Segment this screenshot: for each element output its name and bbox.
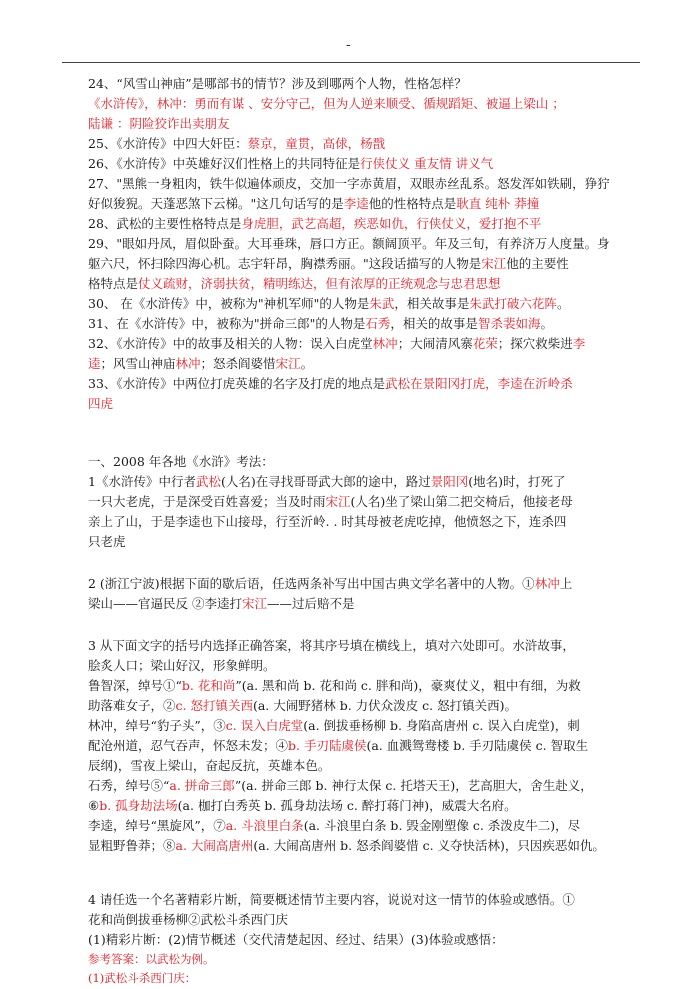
text-line-u9 (88, 796, 648, 816)
answer-text: a. 大闹高唐州 (175, 838, 254, 853)
text-run: 。 (300, 356, 314, 371)
text-line-s4 (88, 512, 648, 532)
text-run: (a. 枷打白秀英 b. 孤身劫法场 c. 醉打蒋门神)，威震大名府。 (177, 798, 517, 813)
text-line-u10 (88, 816, 648, 836)
text-line-q30 (88, 294, 648, 314)
text-line-q24a (88, 94, 648, 114)
text-run: (a. 倒拔垂杨柳 b. 身陷高唐州 c. 误入白虎堂)，刺 (303, 718, 580, 733)
text-run: 27、"黑熊一身粗肉，铁牛似遍体顽皮，交加一字赤黄眉，双眼赤丝乱系。怒发浑如铁刷，狰狞 (88, 176, 610, 191)
answer-text: a. 斗浪里白条 (225, 818, 304, 833)
text-line-s1 (88, 452, 648, 472)
reference-answer (88, 950, 648, 988)
text-line-q25 (88, 134, 648, 154)
text-line-w2 (88, 969, 648, 988)
text-run: (人名)在寻找哥哥武大郎的途中，路过 (220, 474, 431, 489)
text-line-t1 (88, 574, 648, 594)
answer-text: 智杀裴如海 (477, 316, 541, 331)
text-run: ，相关的故事是 (390, 316, 478, 331)
text-run: (人名)坐了梁山第二把交椅后，他接老母 (350, 494, 573, 509)
text-run: 31、在《水浒传》中，被称为"拼命三郎"的人物是 (88, 316, 366, 331)
text-line-q29c (88, 274, 648, 294)
question-4-essay (88, 890, 648, 950)
text-run: ”(a. 拼命三郎 b. 神行太保 c. 托塔天王)，艺高胆大，舍生赴义， (234, 778, 593, 793)
text-line-q33b (88, 394, 648, 414)
text-line-q33 (88, 374, 648, 394)
answer-text: 耿直 纯朴 莽撞 (456, 196, 540, 211)
question-2-xiehouyu (88, 574, 648, 614)
text-line-v1 (88, 890, 648, 910)
answer-text: 林冲 (372, 336, 398, 351)
text-run: (1)精彩片断：(2)情节概述（交代清楚起因、经过、结果）(3)体验或感悟： (88, 932, 504, 947)
text-line-u1 (88, 636, 648, 656)
text-run: 辰纲)，雪夜上梁山，奋起反抗，英雄本色。 (88, 758, 331, 773)
answer-text: 李 (572, 336, 586, 351)
answer-text: 行侠仗义 重友情 讲义气 (360, 156, 494, 171)
answer-text: 李逵 (343, 196, 369, 211)
answer-text: 朱武 (369, 296, 395, 311)
question-3-choices (88, 636, 648, 856)
answer-text: 陆谦 ：阴险狡诈出卖朋友 (88, 116, 230, 131)
answer-text: 朱武打破六花阵 (469, 296, 557, 311)
text-run: 格特点是 (88, 276, 139, 291)
text-run: 助落难女子，② (88, 698, 176, 713)
text-line-u6 (88, 736, 648, 756)
text-line-q28 (88, 214, 648, 234)
text-line-q27b (88, 194, 648, 214)
text-line-u5 (88, 716, 648, 736)
text-line-s2 (88, 472, 648, 492)
text-line-u3 (88, 676, 648, 696)
answer-text: b. 手刃陆虞侯 (288, 738, 367, 753)
text-run: 石秀，绰号⑤“ (88, 778, 170, 793)
text-run: 脍炙人口；梁山好汉，形象鲜明。 (88, 658, 276, 673)
text-run: 李逵，绰号“黑旋风”，⑦ (88, 818, 226, 833)
text-run: 。 (540, 316, 553, 331)
text-line-u4 (88, 696, 648, 716)
text-run: 29、"眼如丹凤，眉似卧蚕。大耳垂珠，唇口方正。额阔顶平。年及三旬，有养济万人度量。身 (88, 236, 610, 251)
answer-text: 林冲 (534, 576, 560, 591)
text-run: 4 请任选一个名著精彩片断，简要概述情节主要内容，说说对这一情节的体验或感悟。① (88, 892, 575, 907)
text-run: ”(a. 黑和尚 b. 花和尚 c. 胖和尚)，豪爽仗义，粗中有细，为救 (235, 678, 581, 693)
text-line-w1 (88, 950, 648, 969)
text-run: ；怒杀阎婆惜 (200, 356, 276, 371)
text-run: 2 (浙江宁波)根据下面的歇后语，任选两条补写出中国古典文学名著中的人物。① (88, 576, 535, 591)
text-run: ，相关故事是 (394, 296, 470, 311)
text-run: 32、《水浒传》中的故事及相关的人物：误入白虎堂 (88, 336, 373, 351)
answer-text: 《水浒传》，林冲：勇而有谋 、安分守己，但为人逆来顺受、循规蹈矩、被逼上梁山 ； (88, 96, 565, 111)
text-run: 林冲，绰号“豹子头”，③ (88, 718, 226, 733)
text-run: (地名)时，打死了 (468, 474, 566, 489)
answer-text: 花荣 (472, 336, 498, 351)
answer-text: (1)武松斗杀西门庆： (88, 971, 197, 985)
document-body (88, 74, 648, 988)
answer-text: 宋江 (241, 596, 267, 611)
text-run: (a. 大闹高唐州 b. 怒杀阎婆惜 c. 义夺快活林)，只因疾恶如仇。 (253, 838, 605, 853)
text-run: ；探穴救柴进 (497, 336, 573, 351)
text-run: 躯六尺，怀扫除四海心机。志宇轩昂，胸襟秀丽。"这段话描写的人物是 (88, 256, 482, 271)
text-run: 28、武松的主要性格特点是 (88, 216, 242, 231)
text-line-v2 (88, 910, 648, 930)
answer-text: 身虎胆，武艺高超，疾恶如仇，行侠仗义，爱打抱不平 (241, 216, 542, 231)
text-line-q26 (88, 154, 648, 174)
text-run: 花和尚倒拔垂杨柳②武松斗杀西门庆 (88, 912, 289, 927)
question-list-24-33 (88, 74, 648, 414)
text-run: 一只大老虎，于是深受百姓喜爱；当及时雨 (88, 494, 326, 509)
text-run: 。 (556, 296, 570, 311)
text-run: ；风雪山神庙 (100, 356, 176, 371)
text-line-t2 (88, 594, 648, 614)
text-line-u11 (88, 836, 648, 856)
text-line-s3 (88, 492, 648, 512)
text-run: 他的性格特点是 (368, 196, 457, 211)
answer-text: 景阳冈 (430, 474, 469, 489)
text-run: 1《水浒传》中行者 (88, 474, 196, 489)
answer-text: 逵 (88, 356, 101, 371)
header-mark: - (346, 36, 351, 52)
text-run: 上 (559, 576, 573, 591)
text-run: 好似狻猊。天蓬恶煞下云梯。"这几句话写的是 (88, 196, 344, 211)
answer-text: 林冲 (175, 356, 201, 371)
text-line-q29b (88, 254, 648, 274)
text-line-q24b (88, 114, 648, 134)
text-line-u7 (88, 756, 648, 776)
text-run: ——过后赔不是 (267, 596, 355, 611)
answer-text: 四虎 (88, 396, 114, 411)
text-run: 26、《水浒传》中英雄好汉们性格上的共同特征是 (88, 156, 361, 171)
text-run: 显粗野鲁莽；⑧ (88, 838, 176, 853)
text-line-u2 (88, 656, 648, 676)
answer-text: c. 怒打镇关西 (175, 698, 253, 713)
answer-text: 宋江 (325, 494, 351, 509)
answer-text: 武松在景阳冈打虎，李逵在沂岭杀 (385, 376, 573, 391)
text-run: 3 从下面文字的括号内选择正确答案，将其序号填在横线上，填对六处即可。水浒故事， (88, 638, 575, 653)
answer-text: 石秀 (365, 316, 391, 331)
text-run: 33、《水浒传》中两位打虎英雄的名字及打虎的地点是 (88, 376, 386, 391)
text-line-q29 (88, 234, 648, 254)
text-run: (a. 大闹野猪林 b. 力伏众泼皮 c. 怒打镇关西)。 (252, 698, 517, 713)
text-line-s5 (88, 532, 648, 552)
answer-text: 宋江 (481, 256, 507, 271)
text-run: (a. 斗浪里白条 b. 毁金刚塑像 c. 杀泼皮牛二)，尽 (303, 818, 581, 833)
answer-text: a. 拼命三郎 (169, 778, 235, 793)
answer-text: b. 孤身劫法场 (99, 798, 178, 813)
answer-text: 宋江 (275, 356, 301, 371)
text-run: (a. 血溅鸳鸯楼 b. 手刃陆虞侯 c. 智取生 (366, 738, 589, 753)
text-line-q32 (88, 334, 648, 354)
text-line-v3 (88, 930, 648, 950)
text-run: 亲上了山，于是李逵也下山接母，行至沂岭. . 时其母被老虎吃掉，他愤怒之下，连杀四 (88, 514, 567, 529)
answer-text: c. 误入白虎堂 (225, 718, 304, 733)
section-2008-exam (88, 452, 648, 552)
text-line-u8 (88, 776, 648, 796)
text-run: 24、“风雪山神庙”是哪部书的情节？涉及到哪两个人物，性格怎样？ (88, 76, 467, 91)
text-run: ⑥ (88, 798, 100, 813)
answer-text: 仗义疏财，济弱扶贫，精明练达，但有浓厚的正统观念与忠君思想 (138, 276, 501, 291)
text-run: 配沧州道，忍气吞声，怀怒未发；④ (88, 738, 289, 753)
text-run: 30、 在《水浒传》中，被称为"神机军师"的人物是 (88, 296, 370, 311)
text-run: 梁山——官逼民反 ②李逵打 (88, 596, 242, 611)
text-line-q27 (88, 174, 648, 194)
text-run: 他的主要性 (506, 256, 569, 271)
text-run: 只老虎 (88, 534, 126, 549)
text-line-q32b (88, 354, 648, 374)
text-run: 一、2008 年各地《水浒》考法： (88, 454, 274, 469)
answer-text: b. 花和尚 (181, 678, 236, 693)
text-line-q24 (88, 74, 648, 94)
answer-text: 武松 (195, 474, 221, 489)
header-rule (62, 62, 640, 63)
text-run: 鲁智深，绰号①“ (88, 678, 182, 693)
text-line-q31 (88, 314, 648, 334)
text-run: ；大闹清风寨 (397, 336, 473, 351)
text-run: 25、《水浒传》中四大奸臣： (88, 136, 248, 151)
answer-text: 参考答案：以武松为例。 (88, 952, 215, 966)
answer-text: 蔡京，童贯，高俅，杨戬 (247, 136, 386, 151)
